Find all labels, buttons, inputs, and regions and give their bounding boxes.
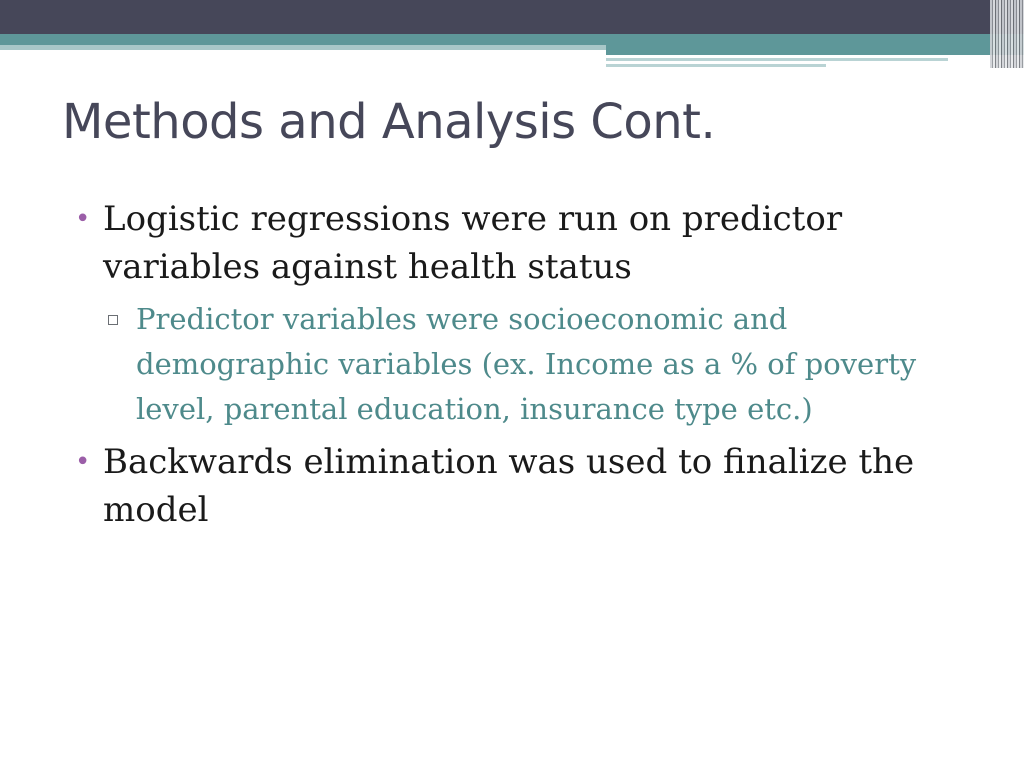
bullet-text: Logistic regressions were run on predictor variables against health status — [103, 199, 843, 287]
bullet-dot-icon: • — [75, 447, 91, 477]
slide-title: Methods and Analysis Cont. — [62, 94, 716, 150]
bullet-dot-icon: • — [75, 204, 91, 234]
header-band-teal — [0, 34, 1024, 45]
header-line-2 — [606, 64, 826, 67]
header-band-teal-light — [0, 45, 606, 50]
header-band-right-block — [606, 45, 1024, 55]
bullet-text: Backwards elimination was used to finalize the model — [103, 442, 915, 530]
sub-bullet-text: Predictor variables were socioeconomic and demographic variables (ex. Income as a % of poverty level, parental education, insurance type etc.) — [136, 302, 917, 426]
bullet-item — [72, 438, 952, 534]
bullet-item — [72, 195, 952, 291]
header-line-1 — [606, 58, 948, 61]
header-band-dark — [0, 0, 1024, 34]
slide-body — [72, 195, 952, 540]
square-bullet-icon — [108, 315, 118, 325]
header-stripes — [990, 0, 1024, 68]
sub-bullet-item — [103, 297, 936, 432]
